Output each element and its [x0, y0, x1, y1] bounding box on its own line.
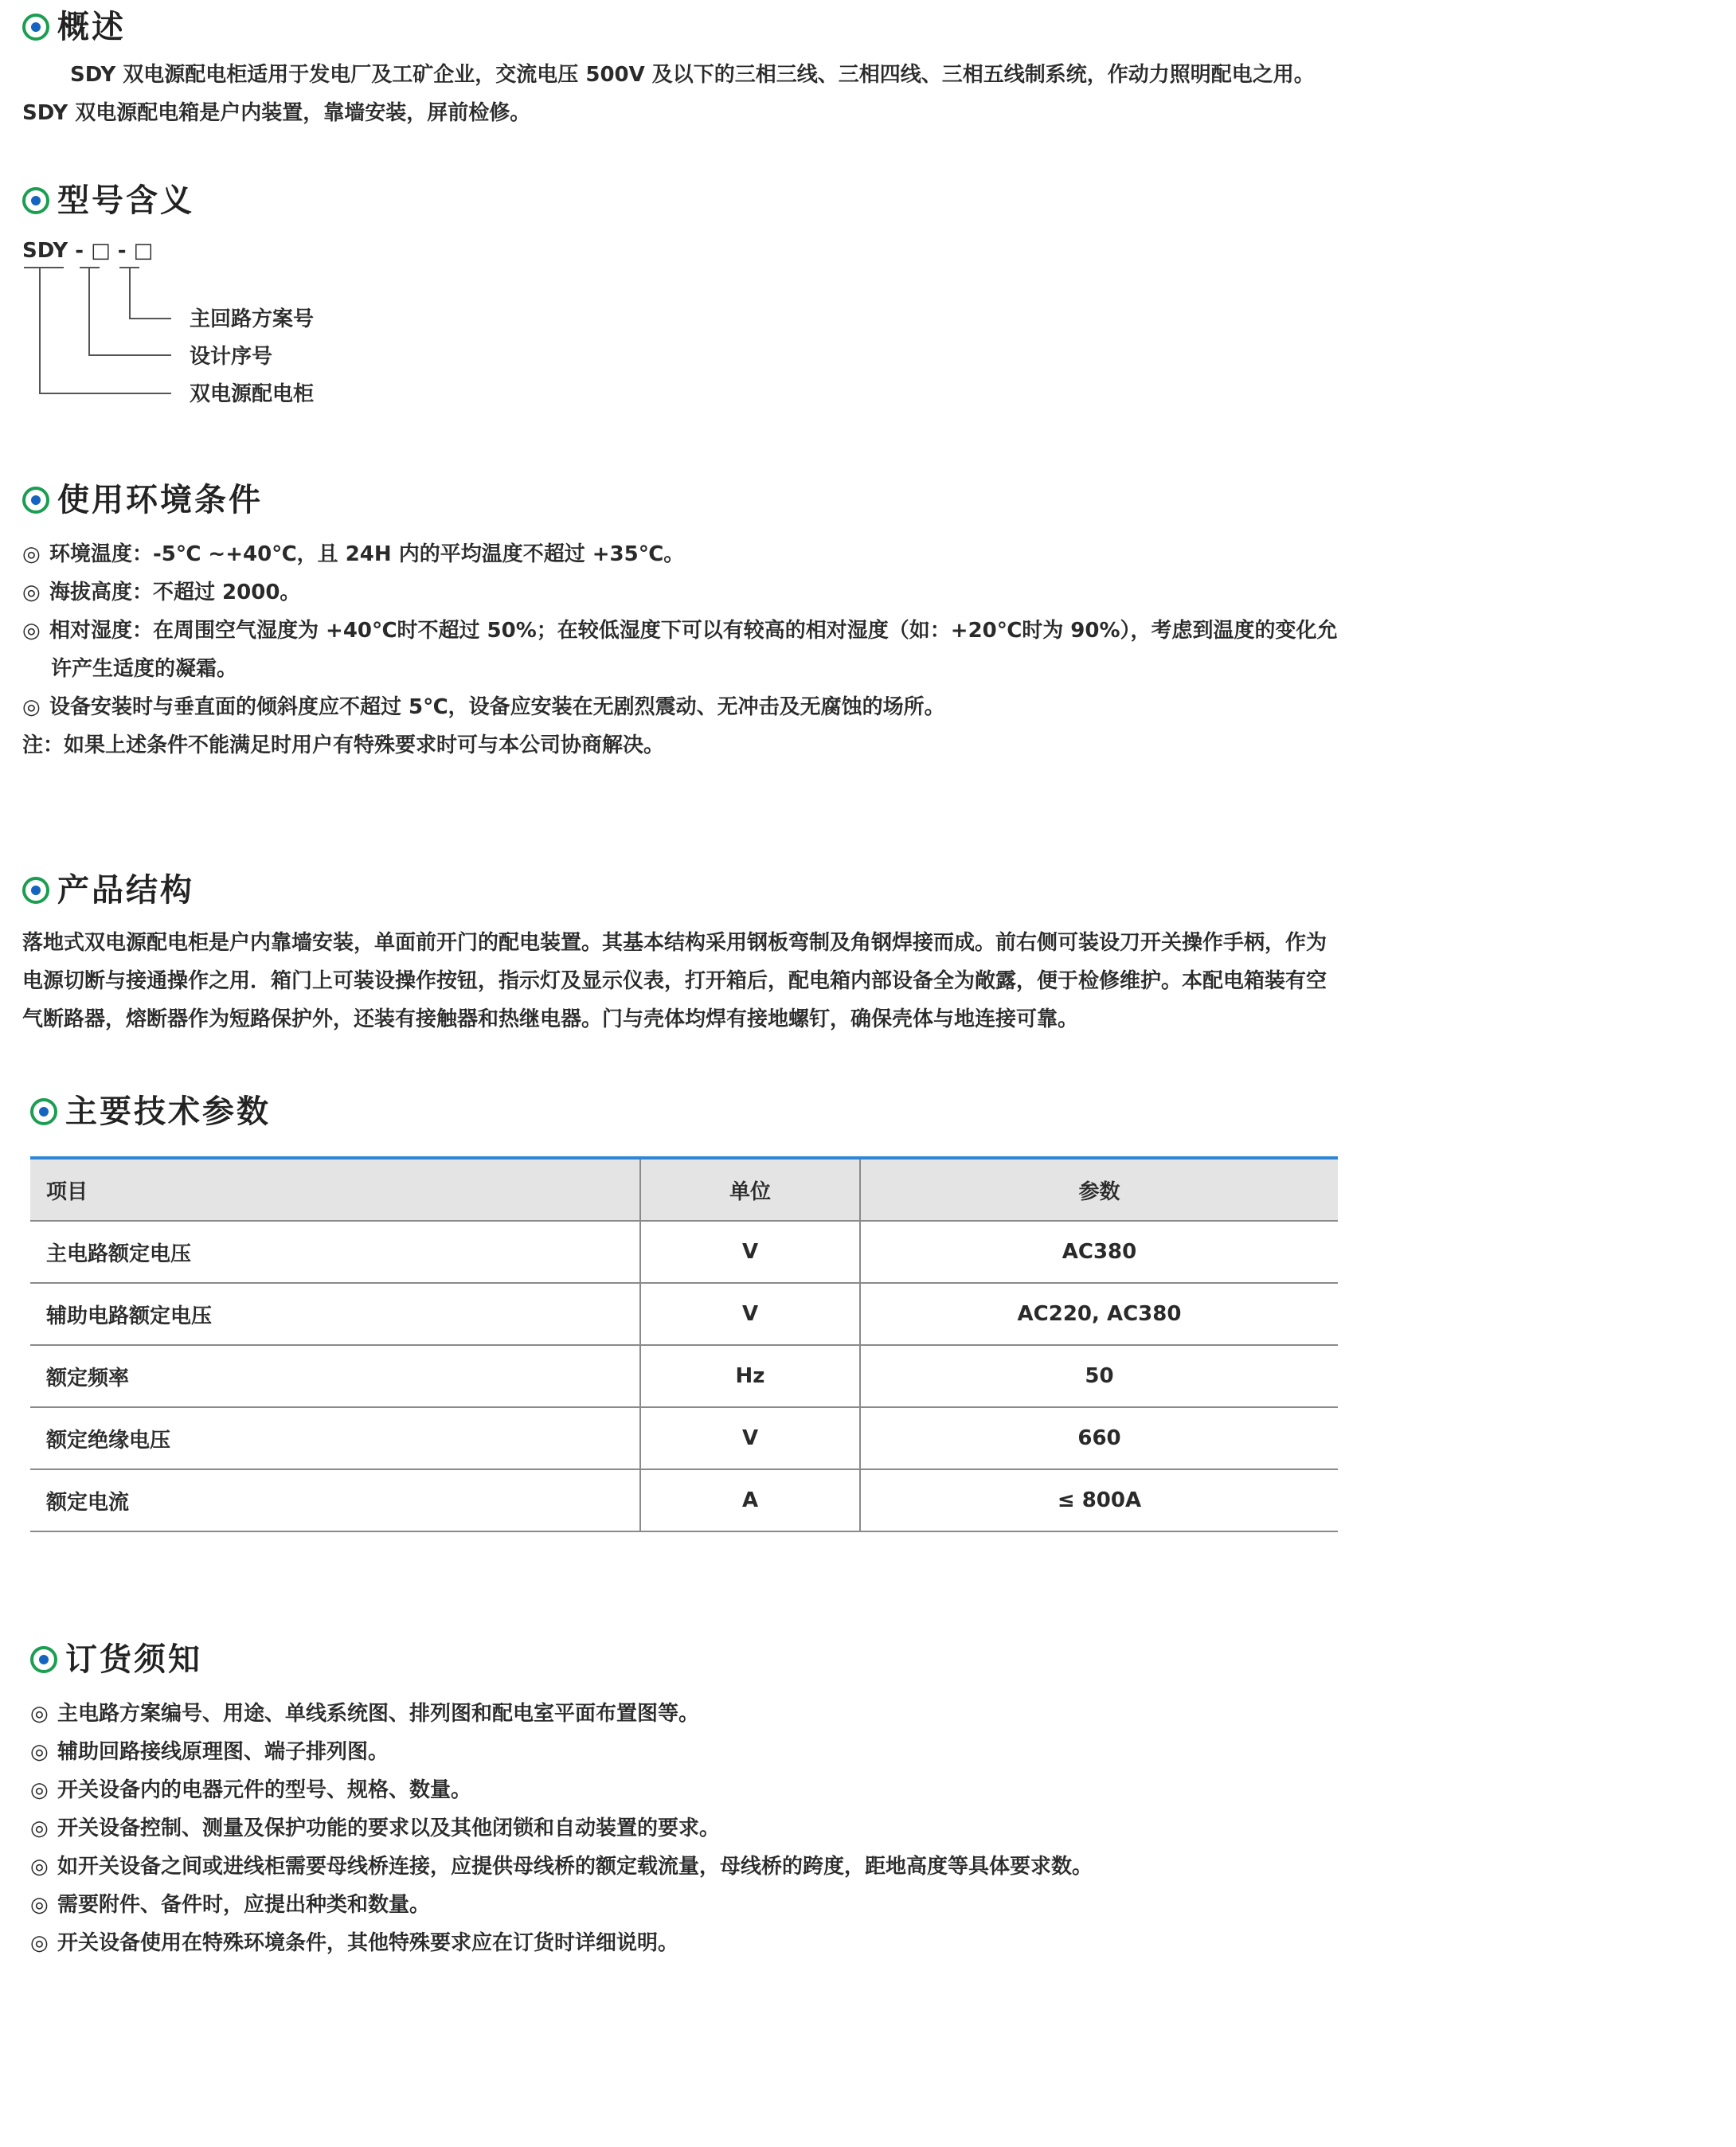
bullet-icon: ◎ — [30, 1817, 49, 1840]
model-label-cabinet: 双电源配电柜 — [190, 382, 315, 406]
bullseye-icon — [22, 877, 49, 904]
table-row — [30, 1469, 1338, 1531]
overview-text: SDY 双电源配电柜适用于发电厂及工矿企业，交流电压 500V 及以下的三相三线、三相四线、三相五线制系统，作动力照明配电之用。SDY 双电源配电箱是户内装置，靠墙安装，屏前检修。 — [22, 63, 1315, 125]
environment-heading — [22, 484, 263, 516]
bullet-icon: ◎ — [30, 1893, 49, 1917]
diagram-line-design — [80, 268, 171, 355]
diagram-line-cabinet — [24, 268, 171, 393]
bullet-icon: ◎ — [22, 695, 41, 719]
bullseye-icon — [22, 487, 49, 514]
bullet-icon: ◎ — [30, 1740, 49, 1764]
cell-unit: A — [640, 1469, 860, 1531]
cell-item: 额定绝缘电压 — [30, 1407, 640, 1469]
cell-param: AC220, AC380 — [860, 1283, 1338, 1345]
cell-param: 50 — [860, 1345, 1338, 1407]
list-item: ◎ 环境温度：-5℃ ~+40℃，且 24H 内的平均温度不超过 +35℃。 — [22, 535, 1344, 573]
cell-param: AC380 — [860, 1221, 1338, 1283]
bullseye-icon — [30, 1098, 57, 1125]
structure-text: 落地式双电源配电柜是户内靠墙安装，单面前开门的配电装置。其基本结构采用钢板弯制及角钢焊接而成。前右侧可装设刀开关操作手柄，作为电源切断与接通操作之用．箱门上可装设操作按钮，指示灯及显示仪表，打开箱后，配电箱内部设备全为敞露，便于检修维护。本配电箱装有空气断路器，熔断器作为短路保护外，还装有接触器和热继电器。门与壳体均焊有接地螺钉，确保壳体与地连接可靠。 — [22, 931, 1327, 1031]
ordering-heading — [30, 1641, 202, 1678]
table-header-row — [30, 1158, 1338, 1221]
ordering-list — [30, 1695, 1344, 1962]
header-item: 项目 — [30, 1158, 640, 1221]
list-item: ◎ 开关设备使用在特殊环境条件，其他特殊要求应在订货时详细说明。 — [30, 1924, 1344, 1962]
cell-item: 额定电流 — [30, 1469, 640, 1531]
cell-param: ≤ 800A — [860, 1469, 1338, 1531]
bullet-icon: ◎ — [22, 581, 41, 604]
header-param: 参数 — [860, 1158, 1338, 1221]
model-code: SDY - □ - □ — [22, 239, 154, 263]
table-row — [30, 1221, 1338, 1283]
environment-list — [22, 535, 1344, 726]
list-item: ◎ 开关设备内的电器元件的型号、规格、数量。 — [30, 1771, 1344, 1809]
cell-unit: V — [640, 1283, 860, 1345]
params-title: 主要技术参数 — [65, 1093, 271, 1130]
params-table — [30, 1156, 1338, 1532]
overview-title: 概述 — [57, 9, 126, 45]
list-item: ◎ 海拔高度：不超过 2000。 — [22, 573, 1344, 612]
environment-note: 注：如果上述条件不能满足时用户有特殊要求时可与本公司协商解决。 — [22, 733, 665, 757]
model-label-design: 设计序号 — [190, 345, 273, 369]
bullet-icon: ◎ — [30, 1931, 49, 1955]
structure-title: 产品结构 — [57, 872, 194, 909]
diagram-line-scheme — [119, 268, 171, 319]
model-title: 型号含义 — [57, 182, 194, 219]
cell-item: 辅助电路额定电压 — [30, 1283, 640, 1345]
cell-param: 660 — [860, 1407, 1338, 1469]
structure-heading — [22, 872, 194, 909]
list-item: ◎ 需要附件、备件时，应提出种类和数量。 — [30, 1886, 1344, 1924]
list-item: ◎ 主电路方案编号、用途、单线系统图、排列图和配电室平面布置图等。 — [30, 1695, 1344, 1733]
cell-unit: V — [640, 1407, 860, 1469]
environment-title: 使用环境条件 — [57, 482, 263, 518]
model-label-scheme: 主回路方案号 — [190, 307, 315, 331]
cell-unit: V — [640, 1221, 860, 1283]
model-diagram-lines — [0, 0, 334, 414]
table-row — [30, 1283, 1338, 1345]
header-unit: 单位 — [640, 1158, 860, 1221]
bullet-icon: ◎ — [30, 1702, 49, 1726]
list-item: ◎ 开关设备控制、测量及保护功能的要求以及其他闭锁和自动装置的要求。 — [30, 1809, 1344, 1848]
bullet-icon: ◎ — [30, 1855, 49, 1879]
ordering-title: 订货须知 — [65, 1641, 202, 1678]
list-item: ◎ 辅助回路接线原理图、端子排列图。 — [30, 1733, 1344, 1771]
list-item: ◎ 如开关设备之间或进线柜需要母线桥连接，应提供母线桥的额定载流量，母线桥的跨度，距地高度等具体要求数。 — [30, 1848, 1344, 1886]
cell-item: 主电路额定电压 — [30, 1221, 640, 1283]
params-heading — [30, 1093, 271, 1130]
table-row — [30, 1345, 1338, 1407]
cell-unit: Hz — [640, 1345, 860, 1407]
bullet-icon: ◎ — [22, 542, 41, 566]
list-item: ◎ 相对湿度：在周围空气湿度为 +40℃时不超过 50%；在较低湿度下可以有较高的相对湿度（如：+20℃时为 90%），考虑到温度的变化允许产生适度的凝霜。 — [22, 612, 1344, 688]
table-row — [30, 1407, 1338, 1469]
bullet-icon: ◎ — [30, 1778, 49, 1802]
bullseye-icon — [30, 1646, 57, 1673]
bullet-icon: ◎ — [22, 619, 41, 643]
cell-item: 额定频率 — [30, 1345, 640, 1407]
list-item: ◎ 设备安装时与垂直面的倾斜度应不超过 5℃，设备应安装在无剧烈震动、无冲击及无腐蚀的场所。 — [22, 688, 1344, 726]
